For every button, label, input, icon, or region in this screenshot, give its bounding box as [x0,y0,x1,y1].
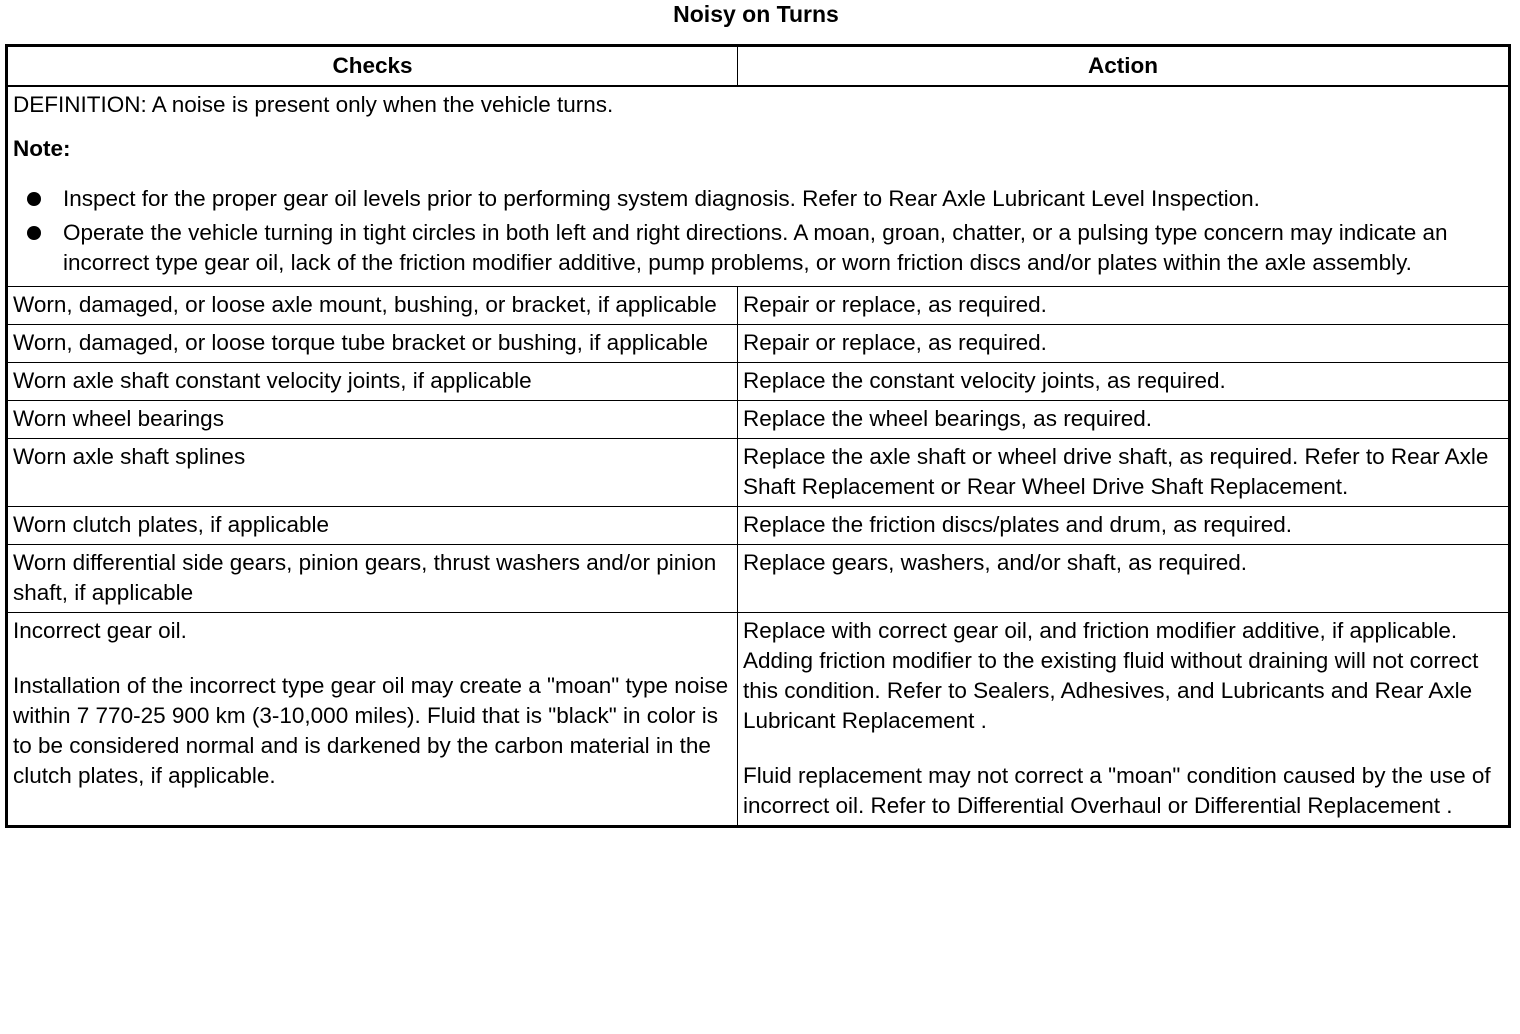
check-paragraph: Incorrect gear oil. [13,618,187,643]
action-cell: Replace gears, washers, and/or shaft, as required. [738,545,1510,613]
definition-text: DEFINITION: A noise is present only when the vehicle turns. [13,92,614,117]
table-row [7,545,1510,613]
note-bullet-text: Inspect for the proper gear oil levels prior to performing system diagnosis. Refer to Rear Axle Lubricant Level Inspection. [63,186,1260,211]
page-title: Noisy on Turns [673,1,839,27]
table-header-row [7,46,1510,87]
check-cell: Worn axle shaft constant velocity joints, if applicable [7,363,738,401]
definition-cell [7,86,1510,287]
action-paragraph: Fluid replacement may not correct a "moan" condition caused by the use of incorrect oil. Refer to Differential Overhaul or Differential Replacement . [743,763,1491,818]
check-cell: Worn wheel bearings [7,401,738,439]
action-cell: Replace the constant velocity joints, as required. [738,363,1510,401]
action-cell: Replace the friction discs/plates and drum, as required. [738,507,1510,545]
checks-column-header: Checks [7,46,738,87]
table-row [7,507,1510,545]
action-paragraph: Replace with correct gear oil, and friction modifier additive, if applicable. Adding friction modifier to the existing fluid without draining will not correct this condition. Refer to Sealers, Adhesives, and Lubricants and Rear Axle Lubricant Replacement . [743,618,1479,733]
table-row [7,401,1510,439]
diagnostic-table [5,44,1511,828]
note-bullet-text: Operate the vehicle turning in tight circles in both left and right directions. A moan, groan, chatter, or a pulsing type concern may indicate an incorrect type gear oil, lack of the friction modifier additive, pump problems, or worn friction discs and/or plates within the axle assembly. [63,220,1448,275]
action-cell: Repair or replace, as required. [738,287,1510,325]
action-cell: Replace the axle shaft or wheel drive shaft, as required. Refer to Rear Axle Shaft Replacement or Rear Wheel Drive Shaft Replacement. [738,439,1510,507]
action-cell: Repair or replace, as required. [738,325,1510,363]
note-bullet-list [13,184,1503,278]
note-bullet-item [13,184,1503,214]
table-row [7,287,1510,325]
check-cell: Worn, damaged, or loose axle mount, bushing, or bracket, if applicable [7,287,738,325]
action-column-header: Action [738,46,1510,87]
table-row [7,439,1510,507]
note-bullet-item [13,218,1503,278]
check-paragraph: Installation of the incorrect type gear oil may create a "moan" type noise within 7 770-25 900 km (3-10,000 miles). Fluid that is "black" in color is to be considered normal and is darkened by the carbon material in the clutch plates, if applicable. [13,673,729,788]
table-row [7,363,1510,401]
check-cell: Worn clutch plates, if applicable [7,507,738,545]
check-cell: Worn differential side gears, pinion gears, thrust washers and/or pinion shaft, if applicable [7,545,738,613]
check-cell [7,613,738,827]
check-cell: Worn, damaged, or loose torque tube bracket or bushing, if applicable [7,325,738,363]
table-row [7,325,1510,363]
check-cell: Worn axle shaft splines [7,439,738,507]
table-row [7,613,1510,827]
action-cell [738,613,1510,827]
bullet-icon [27,192,41,206]
bullet-icon [27,226,41,240]
action-cell: Replace the wheel bearings, as required. [738,401,1510,439]
definition-row [7,86,1510,287]
note-label: Note: [13,136,71,161]
